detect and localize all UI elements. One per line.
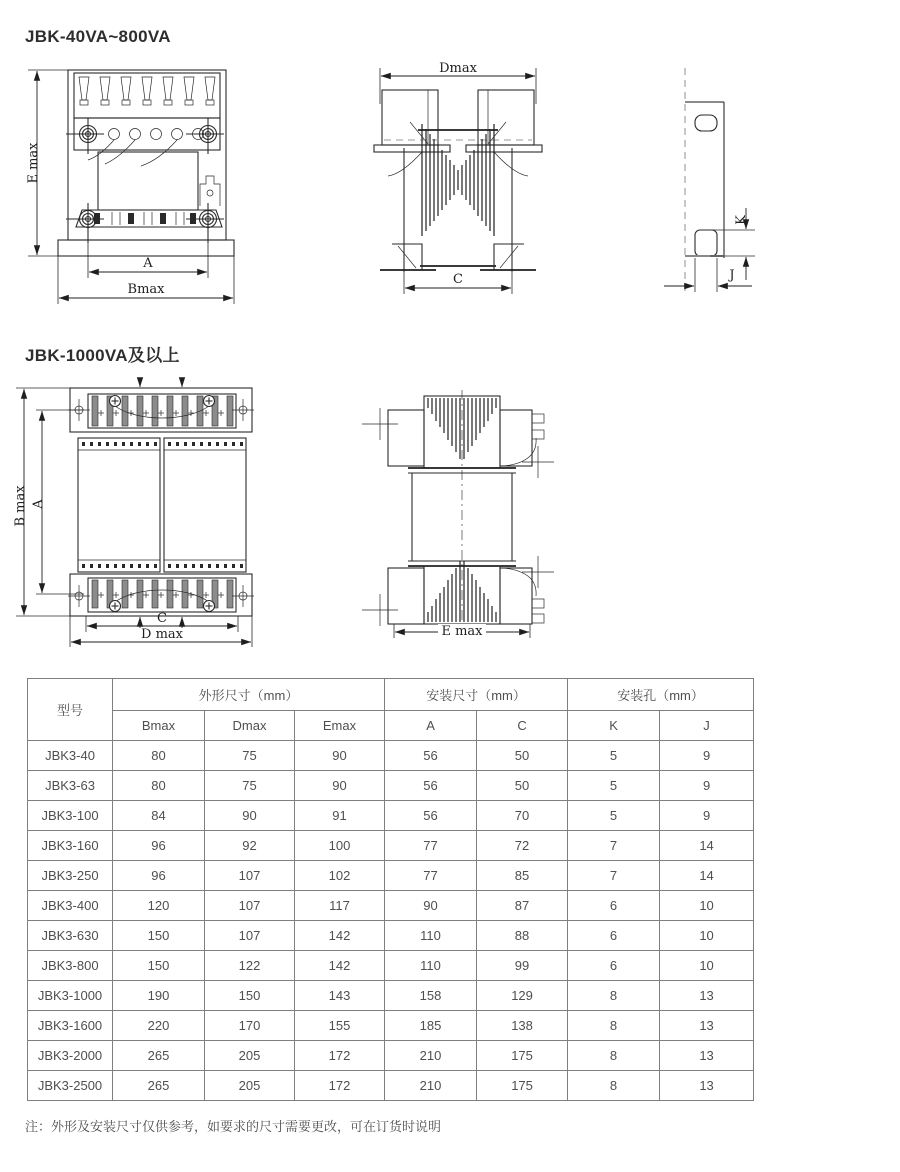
value-cell: 99	[477, 951, 568, 981]
value-cell: 56	[385, 801, 477, 831]
value-cell: 10	[660, 891, 754, 921]
dim-label-a: A	[31, 499, 46, 509]
value-cell: 13	[660, 981, 754, 1011]
value-cell: 172	[295, 1041, 385, 1071]
value-cell: 87	[477, 891, 568, 921]
value-cell: 172	[295, 1071, 385, 1101]
value-cell: 90	[295, 741, 385, 771]
value-cell: 8	[568, 1011, 660, 1041]
value-cell: 14	[660, 831, 754, 861]
value-cell: 5	[568, 771, 660, 801]
value-cell: 96	[113, 831, 205, 861]
coil-cap-ticks	[82, 442, 243, 568]
value-cell: 80	[113, 741, 205, 771]
coil-blocks	[78, 438, 246, 572]
model-cell: JBK3-160	[28, 831, 113, 861]
value-cell: 9	[660, 771, 754, 801]
drawing-small-front-view	[24, 60, 244, 310]
drawing-mounting-profile	[652, 60, 772, 310]
value-cell: 138	[477, 1011, 568, 1041]
table-row	[28, 1071, 754, 1101]
value-cell: 8	[568, 1071, 660, 1101]
table-row	[28, 861, 754, 891]
wires	[88, 140, 177, 166]
value-cell: 150	[113, 951, 205, 981]
top-brackets	[374, 90, 542, 176]
screw-cross-marks	[98, 592, 224, 598]
col-header-emax: Emax	[295, 711, 385, 741]
value-cell: 210	[385, 1041, 477, 1071]
table-row	[28, 831, 754, 861]
model-cell: JBK3-800	[28, 951, 113, 981]
top-core	[362, 396, 554, 478]
value-cell: 107	[205, 861, 295, 891]
value-cell: 190	[113, 981, 205, 1011]
value-cell: 142	[295, 921, 385, 951]
col-header-bmax: Bmax	[113, 711, 205, 741]
section1-title: JBK-40VA~800VA	[25, 27, 171, 46]
dim-label-bmax: B max	[13, 485, 28, 527]
value-cell: 96	[113, 861, 205, 891]
dim-label-c: C	[453, 272, 463, 287]
value-cell: 56	[385, 771, 477, 801]
value-cell: 142	[295, 951, 385, 981]
value-cell: 100	[295, 831, 385, 861]
col-header-a: A	[385, 711, 477, 741]
value-cell: 110	[385, 951, 477, 981]
bottom-core	[362, 556, 554, 626]
crosshair	[522, 556, 554, 588]
value-cell: 88	[477, 921, 568, 951]
mount-screw-top-right	[186, 118, 224, 154]
value-cell: 84	[113, 801, 205, 831]
value-cell: 155	[295, 1011, 385, 1041]
dim-label-dmax: D max	[141, 627, 183, 642]
table-subheader-row	[28, 711, 754, 741]
mount-screw-top-left	[66, 118, 104, 154]
table-row	[28, 1011, 754, 1041]
section2-title: JBK-1000VA及以上	[25, 346, 180, 365]
a-dimension	[31, 410, 84, 594]
col-header-j: J	[660, 711, 754, 741]
value-cell: 150	[205, 981, 295, 1011]
wire	[115, 406, 209, 418]
model-cell: JBK3-400	[28, 891, 113, 921]
value-cell: 143	[295, 981, 385, 1011]
value-cell: 107	[205, 921, 295, 951]
table-group-header-row	[28, 679, 754, 711]
model-cell: JBK3-1000	[28, 981, 113, 1011]
dim-label-c: C	[157, 611, 167, 626]
value-cell: 220	[113, 1011, 205, 1041]
value-cell: 102	[295, 861, 385, 891]
value-cell: 72	[477, 831, 568, 861]
value-cell: 122	[205, 951, 295, 981]
model-cell: JBK3-630	[28, 921, 113, 951]
value-cell: 175	[477, 1041, 568, 1071]
model-cell: JBK3-2000	[28, 1041, 113, 1071]
value-cell: 265	[113, 1041, 205, 1071]
value-cell: 9	[660, 801, 754, 831]
dim-label-a: A	[143, 256, 153, 271]
value-cell: 120	[113, 891, 205, 921]
value-cell: 13	[660, 1011, 754, 1041]
value-cell: 205	[205, 1071, 295, 1101]
dim-label-bmax: Bmax	[127, 282, 165, 297]
dim-label-emax: E max	[26, 142, 41, 184]
value-cell: 5	[568, 801, 660, 831]
table-row	[28, 951, 754, 981]
table-row	[28, 771, 754, 801]
col-header-k: K	[568, 711, 660, 741]
model-cell: JBK3-250	[28, 861, 113, 891]
value-cell: 265	[113, 1071, 205, 1101]
value-cell: 50	[477, 741, 568, 771]
value-cell: 129	[477, 981, 568, 1011]
table-row	[28, 741, 754, 771]
col-group-mounting-dimensions: 安装尺寸（mm）	[385, 679, 568, 711]
table-row	[28, 921, 754, 951]
table-row	[28, 891, 754, 921]
wire	[115, 590, 209, 602]
value-cell: 70	[477, 801, 568, 831]
crosshair	[522, 446, 554, 478]
value-cell: 150	[113, 921, 205, 951]
value-cell: 75	[205, 771, 295, 801]
col-group-mounting-holes: 安装孔（mm）	[568, 679, 754, 711]
value-cell: 13	[660, 1041, 754, 1071]
value-cell: 6	[568, 891, 660, 921]
value-cell: 10	[660, 921, 754, 951]
coil-window	[98, 152, 198, 210]
table-body	[28, 741, 754, 1101]
col-header-model: 型号	[28, 679, 113, 741]
table-row	[28, 1041, 754, 1071]
col-header-c: C	[477, 711, 568, 741]
model-cell: JBK3-1600	[28, 1011, 113, 1041]
value-cell: 10	[660, 951, 754, 981]
a-dimension	[88, 243, 208, 278]
value-cell: 8	[568, 1041, 660, 1071]
top-terminal-panel	[68, 388, 254, 432]
value-cell: 90	[295, 771, 385, 801]
value-cell: 9	[660, 741, 754, 771]
value-cell: 77	[385, 861, 477, 891]
value-cell: 90	[385, 891, 477, 921]
core-coil	[404, 124, 512, 272]
col-header-dmax: Dmax	[205, 711, 295, 741]
c-dimension	[404, 272, 512, 294]
footnote: 注：外形及安装尺寸仅供参考，如要求的尺寸需要更改，可在订货时说明	[25, 1119, 442, 1134]
value-cell: 107	[205, 891, 295, 921]
dim-label-j: J	[729, 268, 735, 283]
bottom-terminal-panel	[68, 574, 254, 616]
dmax-dimension	[380, 61, 536, 104]
side-tab	[200, 176, 220, 206]
drawing-large-front-view	[12, 376, 260, 648]
emax-dimension	[26, 70, 70, 256]
drawing-small-side-view	[358, 60, 558, 310]
value-cell: 13	[660, 1071, 754, 1101]
coil-hatch	[422, 124, 494, 236]
crosshair	[362, 408, 398, 440]
dim-label-dmax: Dmax	[439, 61, 477, 76]
top-fan-hatch	[428, 398, 496, 459]
value-cell: 110	[385, 921, 477, 951]
value-cell: 210	[385, 1071, 477, 1101]
value-cell: 7	[568, 831, 660, 861]
value-cell: 50	[477, 771, 568, 801]
value-cell: 6	[568, 921, 660, 951]
value-cell: 205	[205, 1041, 295, 1071]
value-cell: 170	[205, 1011, 295, 1041]
dim-label-emax: E max	[441, 624, 483, 639]
model-cell: JBK3-100	[28, 801, 113, 831]
value-cell: 117	[295, 891, 385, 921]
table-row	[28, 981, 754, 1011]
dim-label-k: K	[734, 215, 749, 225]
value-cell: 56	[385, 741, 477, 771]
value-cell: 8	[568, 981, 660, 1011]
profile-body	[685, 102, 724, 258]
emax-dimension	[394, 624, 530, 639]
value-cell: 90	[205, 801, 295, 831]
value-cell: 14	[660, 861, 754, 891]
value-cell: 6	[568, 951, 660, 981]
value-cell: 158	[385, 981, 477, 1011]
drawing-large-side-view	[352, 378, 572, 646]
value-cell: 91	[295, 801, 385, 831]
value-cell: 175	[477, 1071, 568, 1101]
table-row	[28, 801, 754, 831]
transformer-body	[58, 70, 234, 256]
model-cell: JBK3-63	[28, 771, 113, 801]
value-cell: 5	[568, 741, 660, 771]
col-group-outline-dimensions: 外形尺寸（mm）	[113, 679, 385, 711]
value-cell: 85	[477, 861, 568, 891]
dimensions-table	[27, 678, 754, 1101]
value-cell: 80	[113, 771, 205, 801]
model-cell: JBK3-40	[28, 741, 113, 771]
terminal-pins	[79, 77, 215, 105]
crosshair	[362, 594, 398, 626]
value-cell: 185	[385, 1011, 477, 1041]
j-dimension	[664, 258, 752, 292]
value-cell: 77	[385, 831, 477, 861]
value-cell: 92	[205, 831, 295, 861]
value-cell: 7	[568, 861, 660, 891]
value-cell: 75	[205, 741, 295, 771]
screw-cross-marks	[98, 410, 224, 416]
model-cell: JBK3-2500	[28, 1071, 113, 1101]
